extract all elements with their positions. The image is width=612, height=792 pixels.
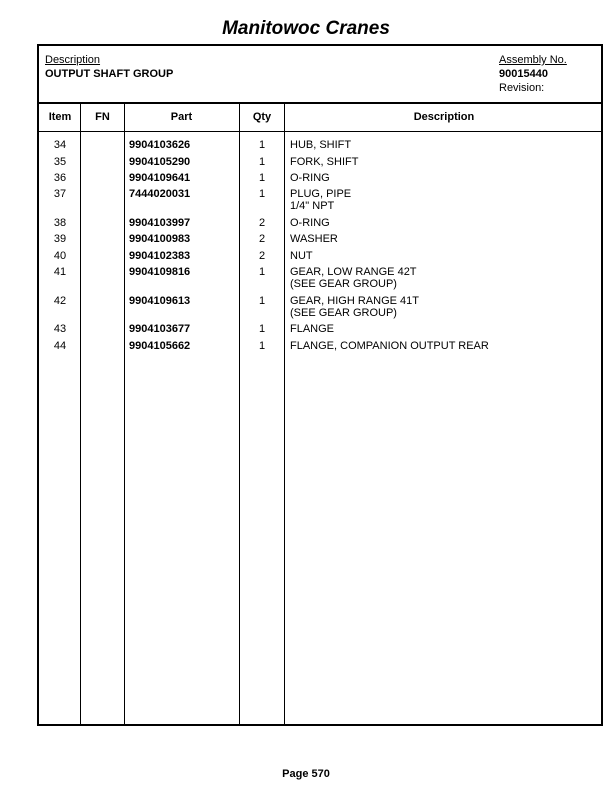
description-line: FLANGE, COMPANION OUTPUT REAR <box>290 340 489 352</box>
item-number: 43 <box>53 323 67 335</box>
part-number: 9904109816 <box>129 266 191 278</box>
part-description <box>290 156 358 168</box>
item-number: 39 <box>53 233 67 245</box>
part-number: 9904103626 <box>129 139 191 151</box>
description-line: (SEE GEAR GROUP) <box>290 307 397 319</box>
item-number: 35 <box>53 156 67 168</box>
item-number: 38 <box>53 217 67 229</box>
assembly-description: OUTPUT SHAFT GROUP <box>45 68 174 80</box>
part-description <box>290 139 351 151</box>
column-header-description: Description <box>413 111 475 123</box>
page-number: Page 570 <box>282 768 330 780</box>
description-label: Description <box>45 54 101 66</box>
part-description <box>290 323 334 335</box>
quantity: 1 <box>258 156 266 168</box>
item-number: 36 <box>53 172 67 184</box>
quantity: 1 <box>258 266 266 278</box>
part-description <box>290 250 313 262</box>
column-header-qty: Qty <box>252 111 272 123</box>
column-header-fn: FN <box>95 111 110 123</box>
part-number: 9904102383 <box>129 250 191 262</box>
description-line: O-RING <box>290 172 330 184</box>
item-number: 41 <box>53 266 67 278</box>
quantity: 1 <box>258 340 266 352</box>
part-description <box>290 217 330 229</box>
quantity: 1 <box>258 188 266 200</box>
assembly-header <box>39 46 601 104</box>
description-line: HUB, SHIFT <box>290 139 352 151</box>
description-line: FLANGE <box>290 323 335 335</box>
description-line: WASHER <box>290 233 338 245</box>
description-line: O-RING <box>290 217 330 229</box>
description-line: FORK, SHIFT <box>290 156 359 168</box>
description-line: GEAR, LOW RANGE 42T <box>290 266 417 278</box>
page-title: Manitowoc Cranes <box>222 18 390 39</box>
description-line: (SEE GEAR GROUP) <box>290 278 397 290</box>
part-description <box>290 295 419 319</box>
quantity: 2 <box>258 250 266 262</box>
quantity: 1 <box>258 323 266 335</box>
part-description <box>290 172 330 184</box>
column-divider <box>124 104 125 724</box>
description-line: PLUG, PIPE <box>290 188 352 200</box>
part-number: 9904100983 <box>129 233 191 245</box>
column-header-part: Part <box>170 111 193 123</box>
column-header-item: Item <box>48 111 72 123</box>
parts-list-frame <box>37 44 603 726</box>
assembly-no-value: 90015440 <box>499 68 548 80</box>
description-line: 1/4" NPT <box>290 200 335 212</box>
part-number: 9904103997 <box>129 217 191 229</box>
item-number: 34 <box>53 139 67 151</box>
quantity: 1 <box>258 295 266 307</box>
revision-label: Revision: <box>499 82 545 94</box>
part-description <box>290 266 417 290</box>
description-line: NUT <box>290 250 313 262</box>
quantity: 1 <box>258 139 266 151</box>
part-number: 9904105290 <box>129 156 191 168</box>
item-number: 42 <box>53 295 67 307</box>
part-number: 7444020031 <box>129 188 191 200</box>
quantity: 1 <box>258 172 266 184</box>
part-number: 9904109613 <box>129 295 191 307</box>
quantity: 2 <box>258 233 266 245</box>
part-description <box>290 233 338 245</box>
item-number: 37 <box>53 188 67 200</box>
assembly-no-label: Assembly No. <box>499 54 567 66</box>
part-description <box>290 340 489 352</box>
item-number: 44 <box>53 340 67 352</box>
quantity: 2 <box>258 217 266 229</box>
part-number: 9904105662 <box>129 340 191 352</box>
description-line: GEAR, HIGH RANGE 41T <box>290 295 419 307</box>
part-number: 9904103677 <box>129 323 191 335</box>
part-number: 9904109641 <box>129 172 191 184</box>
part-description <box>290 188 351 212</box>
item-number: 40 <box>53 250 67 262</box>
